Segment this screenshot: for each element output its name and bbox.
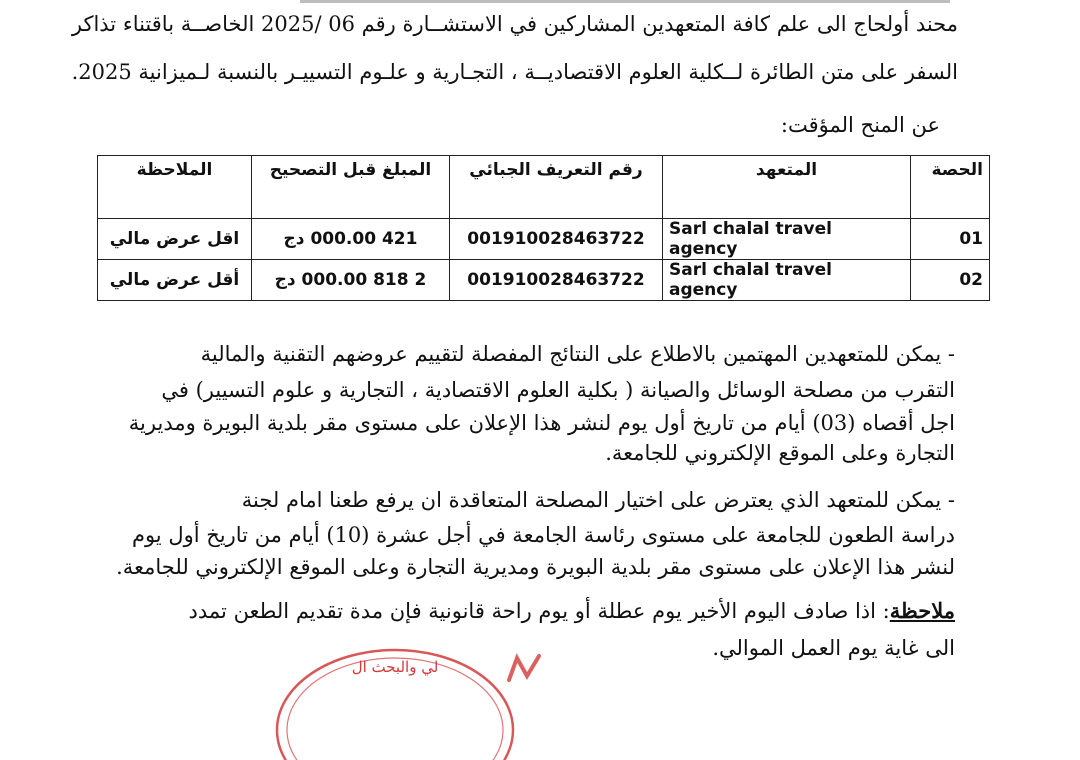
paragraph-2-line-1: - يمكن للمتعهد الذي يعترض على اختيار المصلحة المتعاقدة ان يرفع طعنا امام لجنة bbox=[241, 488, 955, 512]
cell-amount: 421 000.00 دج bbox=[252, 219, 450, 260]
cell-bidder: Sarl chalal travel agency bbox=[663, 260, 911, 301]
intro-line-2: السفر على متن الطائرة لــكلية العلوم الاقتصاديــة ، التجـارية و علـوم التسييـر بالنسبة لـميزانية 2025. bbox=[71, 60, 958, 84]
cell-bidder: Sarl chalal travel agency bbox=[663, 219, 911, 260]
cell-lot: 01 bbox=[911, 219, 990, 260]
cell-tax-id: 001910028463722 bbox=[450, 260, 663, 301]
header-tax-id: رقم التعريف الجبائي bbox=[450, 156, 663, 219]
header-note: الملاحظة bbox=[98, 156, 252, 219]
cell-note: اقل عرض مالي bbox=[98, 219, 252, 260]
intro-line-1: محند أولحاج الى علم كافة المتعهدين المشاركين في الاستشــارة رقم 06 /2025 الخاصــة باقتناء تذاكر bbox=[71, 12, 958, 36]
provisional-award-table bbox=[97, 155, 990, 301]
cell-tax-id: 001910028463722 bbox=[450, 219, 663, 260]
header-bidder: المتعهد bbox=[663, 156, 911, 219]
header-lot: الحصة bbox=[911, 156, 990, 219]
table-row bbox=[98, 260, 990, 301]
remark-line-2: الى غاية يوم العمل الموالي. bbox=[712, 636, 955, 660]
paragraph-1-line-2: التقرب من مصلحة الوسائل والصيانة ( بكلية العلوم الاقتصادية ، التجارية و علوم التسيير) في bbox=[161, 378, 955, 402]
cell-lot: 02 bbox=[911, 260, 990, 301]
table-header-row bbox=[98, 156, 990, 219]
cell-note: أقل عرض مالي bbox=[98, 260, 252, 301]
header-amount: المبلغ قبل التصحيح bbox=[252, 156, 450, 219]
paragraph-1-line-1: - يمكن للمتعهدين المهتمين بالاطلاع على النتائج المفصلة لتقييم عروضهم التقنية والمالية bbox=[200, 342, 955, 366]
remark-label: ملاحظة bbox=[889, 598, 955, 623]
paragraph-1-line-4: التجارة وعلى الموقع الإلكتروني للجامعة. bbox=[605, 441, 955, 465]
table-row bbox=[98, 219, 990, 260]
remark-line-1 bbox=[189, 600, 955, 622]
cropped-top-text-remnant bbox=[0, 0, 1080, 10]
stamp-fragment bbox=[505, 652, 545, 682]
remark-text: : اذا صادف اليوم الأخير يوم عطلة أو يوم راحة قانونية فإن مدة تقديم الطعن تمدد bbox=[188, 599, 890, 623]
stamp-text: لي والبحث ال bbox=[351, 658, 439, 676]
paragraph-1-line-3: اجل أقصاه (03) أيام من تاريخ أول يوم لنشر هذا الإعلان على مستوى مقر بلدية البويرة ومديرية bbox=[128, 411, 955, 435]
official-stamp bbox=[270, 640, 520, 760]
cell-amount: 2 818 000.00 دج bbox=[252, 260, 450, 301]
paragraph-2-line-3: لنشر هذا الإعلان على مستوى مقر بلدية البويرة ومديرية التجارة وعلى الموقع الإلكتروني للجامعة. bbox=[116, 555, 955, 579]
provisional-award-label: عن المنح المؤقت: bbox=[780, 113, 940, 137]
paragraph-2-line-2: دراسة الطعون للجامعة على مستوى رئاسة الجامعة في أجل عشرة (10) أيام من تاريخ أول يوم bbox=[131, 523, 955, 547]
